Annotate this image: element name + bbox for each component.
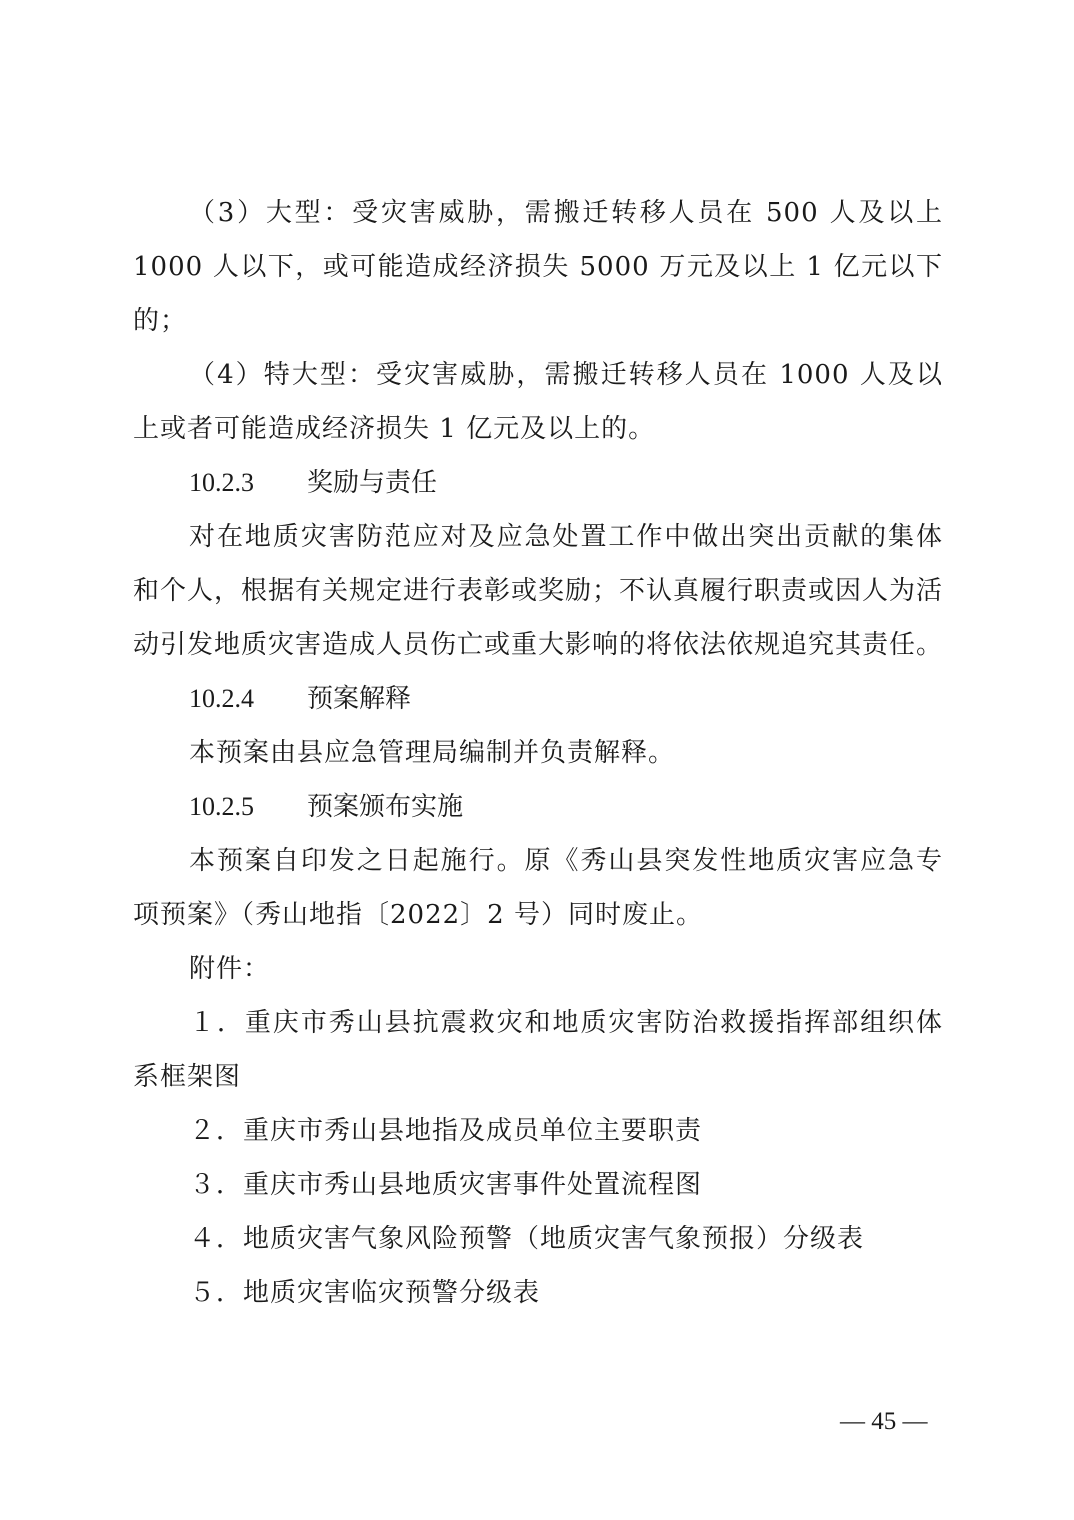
attachment-item-4: ４．地质灾害气象风险预警（地质灾害气象预报）分级表 [189, 1224, 865, 1254]
section-title: 奖励与责任 [307, 468, 438, 498]
paragraph-plan-implementation: 本预案自印发之日起施行。原《秀山县突发性地质灾害应急专项预案》（秀山地指〔2022〕2 号）同时废止。 [133, 846, 943, 930]
section-number: 10.2.5 [189, 792, 254, 821]
section-heading-10-2-3 [133, 456, 943, 510]
paragraph-extra-large-scale: （4）特大型：受灾害威胁，需搬迁转移人员在 1000 人及以上或者可能造成经济损失 1 亿元及以上的。 [133, 360, 943, 444]
page-number: — 45 — [840, 1408, 928, 1435]
attachment-item-3: ３．重庆市秀山县地质灾害事件处置流程图 [189, 1170, 703, 1200]
attachment-item-5: ５．地质灾害临灾预警分级表 [189, 1278, 541, 1308]
section-number: 10.2.3 [189, 468, 254, 497]
paragraph-rewards-responsibility: 对在地质灾害防范应对及应急处置工作中做出突出贡献的集体和个人，根据有关规定进行表彰或奖励；不认真履行职责或因人为活动引发地质灾害造成人员伤亡或重大影响的将依法依规追究其责任。 [133, 522, 944, 660]
paragraph-large-scale: （3）大型：受灾害威胁，需搬迁转移人员在 500 人及以上 1000 人以下，或可能造成经济损失 5000 万元及以上 1 亿元以下的； [133, 198, 943, 336]
section-heading-10-2-5 [133, 780, 943, 834]
section-heading-10-2-4 [133, 672, 943, 726]
attachments-label: 附件： [189, 954, 271, 984]
section-title: 预案颁布实施 [307, 792, 464, 822]
attachment-item-2: ２．重庆市秀山县地指及成员单位主要职责 [189, 1116, 703, 1146]
attachment-item-1: １．重庆市秀山县抗震救灾和地质灾害防治救援指挥部组织体系框架图 [133, 1008, 943, 1092]
page-body [133, 186, 943, 1320]
section-title: 预案解释 [307, 684, 412, 714]
paragraph-plan-interpretation: 本预案由县应急管理局编制并负责解释。 [189, 738, 676, 768]
section-number: 10.2.4 [189, 684, 254, 713]
